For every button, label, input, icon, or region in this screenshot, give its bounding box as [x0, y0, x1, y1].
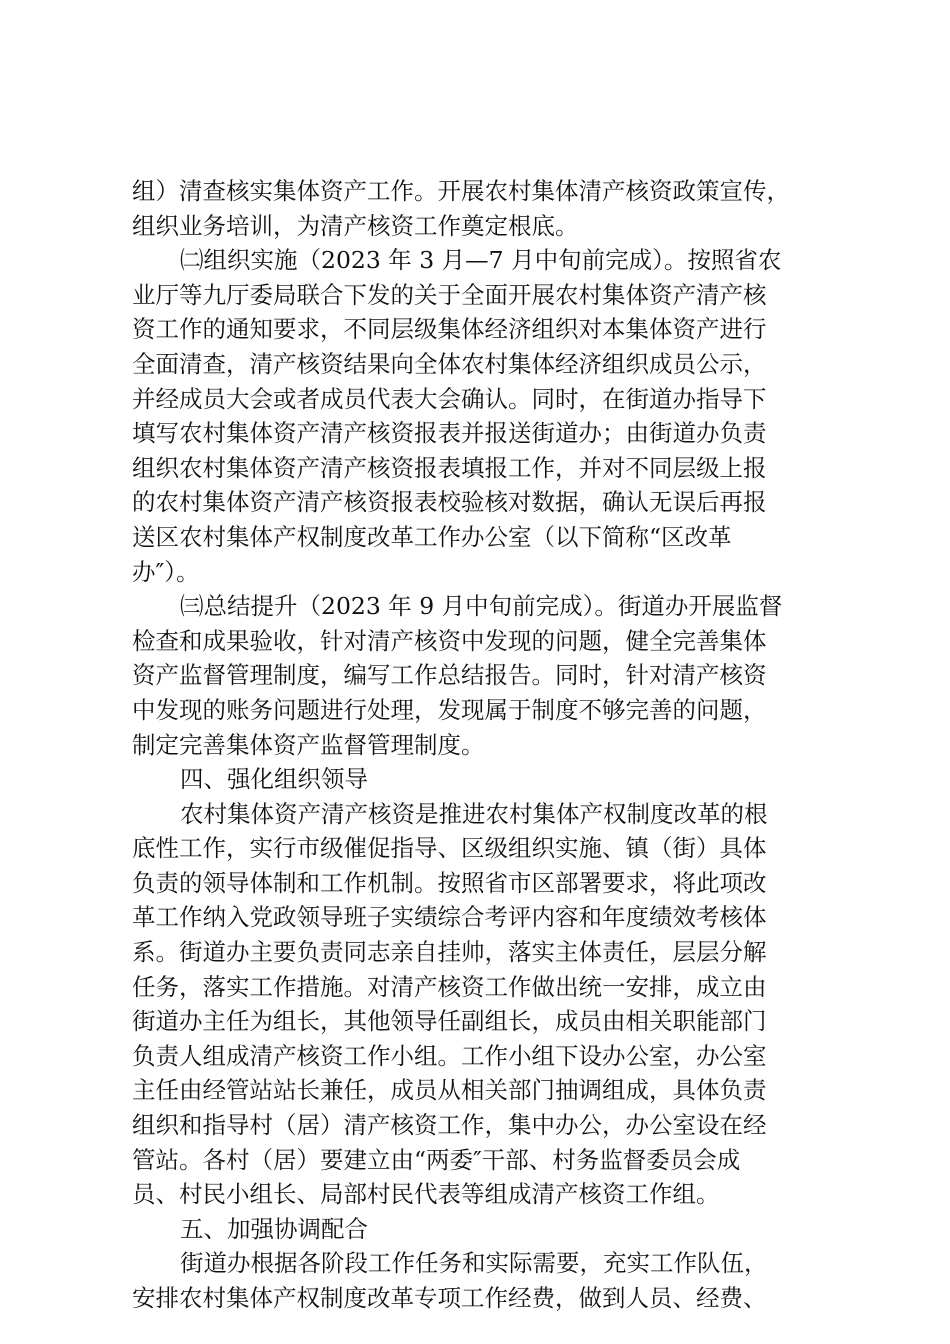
text-line: 农村集体资产清产核资是推进农村集体产权制度改革的根	[180, 799, 768, 828]
text-line: 街道办主任为组长，其他领导任副组长，成员由相关职能部门	[132, 1007, 767, 1036]
text-line: 安排农村集体产权制度改革专项工作经费，做到人员、经费、	[132, 1284, 767, 1312]
document-body	[132, 174, 818, 1316]
text-line: 业厅等九厅委局联合下发的关于全面开展农村集体资产清产核	[132, 280, 767, 309]
text-line: 革工作纳入党政领导班子实绩综合考评内容和年度绩效考核体	[132, 903, 767, 932]
text-line: 填写农村集体资产清产核资报表并报送街道办；由街道办负责	[132, 419, 767, 448]
text-line: 组织农村集体资产清产核资报表填报工作，并对不同层级上报	[132, 453, 767, 482]
text-line: 员、村民小组长、局部村民代表等组成清产核资工作组。	[132, 1180, 720, 1209]
text-line: 任务，落实工作措施。对清产核资工作做出统一安排，成立由	[132, 972, 767, 1001]
text-line: ㈡组织实施（2023 年 3 月—7 月中旬前完成）。按照省农	[180, 246, 782, 275]
text-line: 中发现的账务问题进行处理，发现属于制度不够完善的问题，	[132, 695, 767, 724]
text-line: 检查和成果验收，针对清产核资中发现的问题，健全完善集体	[132, 626, 767, 655]
text-line: 负责的领导体制和工作机制。按照省市区部署要求，将此项改	[132, 868, 767, 897]
text-line: 资产监督管理制度，编写工作总结报告。同时，针对清产核资	[132, 661, 767, 690]
text-line: 组织业务培训，为清产核资工作奠定根底。	[132, 211, 579, 240]
text-line: 组）清查核实集体资产工作。开展农村集体清产核资政策宣传，	[132, 177, 790, 205]
text-line: 办″）。	[132, 557, 200, 586]
text-line: 全面清查，清产核资结果向全体农村集体经济组织成员公示，	[132, 349, 767, 378]
text-line: 底性工作，实行市级催促指导、区级组织实施、镇（街）具体	[132, 834, 767, 863]
text-line: 的农村集体资产清产核资报表校验核对数据，确认无误后再报	[132, 488, 767, 517]
text-line: 管站。各村（居）要建立由“两委″干部、村务监督委员会成	[132, 1145, 741, 1174]
text-line: 四、强化组织领导	[180, 765, 368, 794]
text-line: 并经成员大会或者成员代表大会确认。同时，在街道办指导下	[132, 384, 767, 413]
text-line: 街道办根据各阶段工作任务和实际需要，充实工作队伍，	[180, 1249, 768, 1278]
text-line: ㈢总结提升（2023 年 9 月中旬前完成）。街道办开展监督	[180, 592, 783, 621]
text-line: 五、加强协调配合	[180, 1214, 368, 1243]
text-line: 负责人组成清产核资工作小组。工作小组下设办公室，办公室	[132, 1041, 767, 1070]
text-line: 资工作的通知要求，不同层级集体经济组织对本集体资产进行	[132, 315, 767, 344]
text-line: 送区农村集体产权制度改革工作办公室（以下简称“区改革	[132, 522, 732, 551]
text-line: 制定完善集体资产监督管理制度。	[132, 730, 485, 759]
text-line: 组织和指导村（居）清产核资工作，集中办公，办公室设在经	[132, 1111, 767, 1140]
text-line: 系。街道办主要负责同志亲自挂帅，落实主体责任，层层分解	[132, 938, 767, 967]
text-line: 主任由经管站站长兼任，成员从相关部门抽调组成，具体负责	[132, 1076, 767, 1105]
